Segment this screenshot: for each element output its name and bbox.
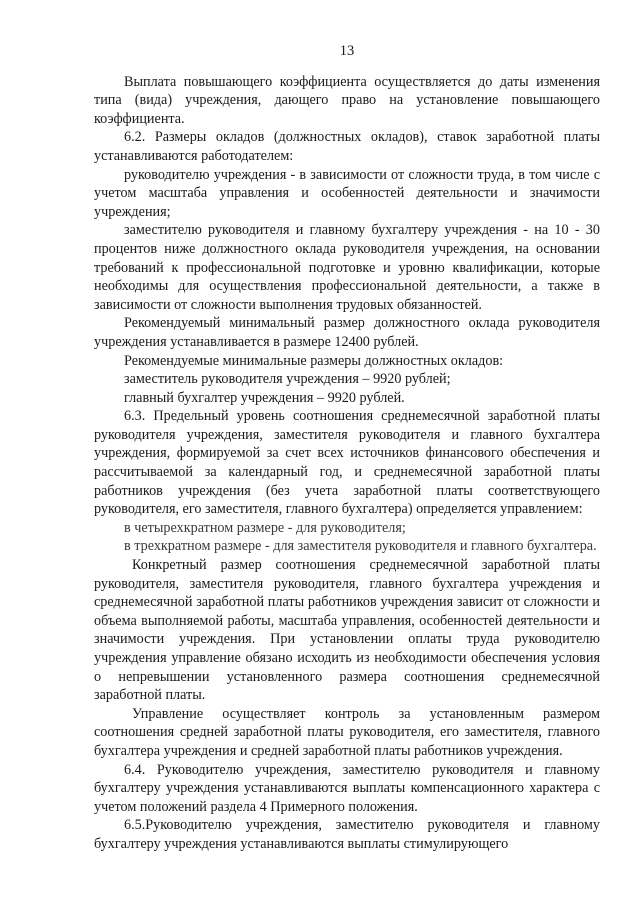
paragraph-6-3: 6.3. Предельный уровень соотношения среднемесячной заработной платы руководителя учреждения, заместителя руководителя и главного бухгалтера учреждения, формируемой за счет всех источников финансового обеспечения и рассчитываемой за календарный год, и среднемесячной заработной платы работников учреждения (без учета заработной платы соответствующего руководителя, его заместителя, главного бухгалтера) определяется управлением:	[94, 408, 600, 518]
paragraph-recommended-director-salary: Рекомендуемый минимальный размер должностного оклада руководителя учреждения устанавливается в размере 12400 рублей.	[94, 315, 600, 350]
paragraph-deputy-amount: заместитель руководителя учреждения – 9920 рублей;	[124, 371, 451, 388]
paragraph-accountant-amount: главный бухгалтер учреждения – 9920 рублей.	[124, 389, 405, 406]
paragraph-threefold: в трехкратном размере - для заместителя руководителя и главного бухгалтера.	[124, 538, 597, 555]
paragraph-director-salary: руководителю учреждения - в зависимости от сложности труда, в том числе с учетом масштаба управления и особенностей деятельности и значимости учреждения;	[94, 166, 600, 220]
paragraph-fourfold: в четырехкратном размере - для руководителя;	[124, 519, 406, 536]
paragraph-coefficient-payment: Выплата повышающего коэффициента осуществляется до даты изменения типа (вида) учреждения, дающего право на установление повышающего коэффициента.	[94, 73, 600, 127]
page-number: 13	[339, 43, 355, 59]
paragraph-recommended-min-salaries: Рекомендуемые минимальные размеры должностных окладов:	[124, 352, 504, 369]
document-page	[94, 42, 600, 854]
paragraph-specific-ratio: Конкретный размер соотношения среднемесячной заработной платы руководителя, заместителя руководителя, главного бухгалтера учреждения и среднемесячной заработной платы работников учреждения зависит от сложности и объема выполняемой работы, масштаба управления, особенностей деятельности и значимости учреждения. При установлении оплаты труда руководителю учреждения управление обязано исходить из необходимости обеспечения условия о непревышении установленного размера соотношения среднемесячной заработной платы.	[94, 557, 600, 704]
paragraph-6-2: 6.2. Размеры окладов (должностных окладов), ставок заработной платы устанавливаются работодателем:	[94, 129, 600, 164]
paragraph-deputy-accountant-salary: заместителю руководителя и главному бухгалтеру учреждения - на 10 - 30 процентов ниже должностного оклада руководителя учреждения, на основании требований к профессиональной подготовке и уровню квалификации, которые необходимы для осуществления профессиональной деятельности, а также в зависимости от сложности выполнения трудовых обязанностей.	[94, 222, 600, 313]
paragraph-6-5: 6.5.Руководителю учреждения, заместителю руководителя и главному бухгалтеру учреждения устанавливаются выплаты стимулирующего	[94, 817, 600, 852]
paragraph-6-4: 6.4. Руководителю учреждения, заместителю руководителя и главному бухгалтеру учреждения устанавливаются выплаты компенсационного характера с учетом положений раздела 4 Примерного положения.	[94, 761, 600, 815]
paragraph-control: Управление осуществляет контроль за установленным размером соотношения средней заработной платы руководителя, его заместителя, главного бухгалтера учреждения и средней заработной платы работников учреждения.	[94, 705, 600, 759]
